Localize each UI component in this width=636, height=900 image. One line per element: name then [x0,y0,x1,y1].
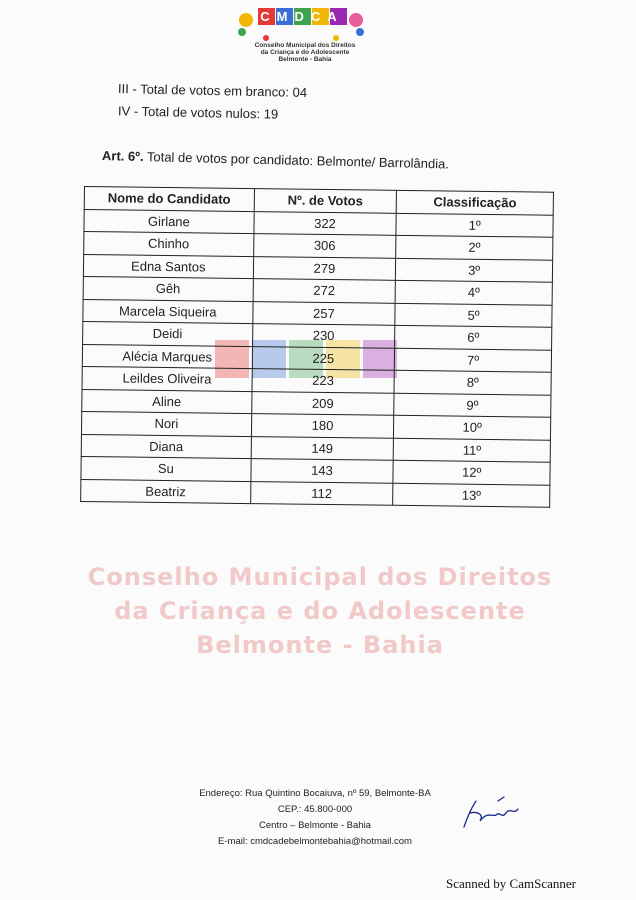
candidate-name: Aline [82,389,252,414]
scanner-watermark: Scanned by CamScanner [446,876,576,891]
candidate-name: Leildes Oliveira [82,366,252,391]
rank: 6º [395,325,552,349]
vote-count: 230 [252,324,395,348]
org-name [210,42,400,63]
vote-count: 306 [253,234,396,258]
rank: 10º [394,415,551,439]
blank-votes-line: III - Total de votos em branco: 04 [117,81,308,100]
rank: 5º [395,303,552,327]
candidate-name: Diana [81,434,251,459]
header-candidate-name: Nome do Candidato [84,187,254,212]
watermark-line: da Criança e do Adolescente [114,597,526,625]
vote-count: 225 [252,346,395,370]
header-classification: Classificação [396,190,553,214]
candidate-name: Chinho [84,232,254,257]
candidates-table [80,186,554,508]
logo-text: CMDCA [260,9,344,24]
candidate-name: Nori [81,411,251,436]
vote-count: 143 [251,459,394,483]
footer-cep: CEP.: 45.800-000 [277,804,353,815]
vote-count: 149 [251,436,394,460]
table-row [81,479,550,507]
null-votes-line: IV - Total de votos nulos: 19 [117,103,279,122]
signature-image [458,793,528,835]
candidate-name: Edna Santos [83,254,253,279]
cmdca-logo [236,2,366,42]
rank: 1º [396,213,553,237]
candidate-name: Deidi [83,321,253,346]
rank: 2º [396,235,553,259]
vote-count: 279 [253,256,396,280]
watermark-line: Belmonte - Bahia [196,631,444,659]
article-heading [102,148,449,171]
org-line: Belmonte - Bahia [278,56,332,63]
org-line: Conselho Municipal dos Direitos [254,42,356,49]
rank: 4º [395,280,552,304]
candidate-name: Girlane [84,209,254,234]
article-label: Art. 6º. [101,148,144,165]
rank: 11º [393,438,550,462]
rank: 13º [393,483,550,507]
footer-address: Endereço: Rua Quintino Bocaiuva, nº 59, Belmonte-BA [199,788,431,799]
vote-count: 112 [250,481,393,505]
candidate-name: Su [81,456,251,481]
rank: 8º [394,370,551,394]
watermark-line: Conselho Municipal dos Direitos [87,563,553,591]
vote-count: 223 [252,369,395,393]
vote-count: 209 [251,391,394,415]
article-text: Total de votos por candidato: Belmonte/ Barrolândia. [146,149,450,172]
org-line: da Criança e do Adolescente [260,49,350,56]
footer-district: Centro – Belmonte - Bahia [259,820,371,831]
rank: 9º [394,393,551,417]
rank: 3º [396,258,553,282]
footer-email: E-mail: cmdcadebelmontebahia@hotmail.com [218,836,412,847]
candidate-name: Gêh [83,276,253,301]
footer-address-block [170,786,460,850]
vote-count: 180 [251,414,394,438]
candidate-name: Alécia Marques [82,344,252,369]
vote-count: 272 [253,279,396,303]
candidate-name: Marcela Siqueira [83,299,253,324]
rank: 7º [395,348,552,372]
header-votes: Nº. de Votos [254,189,397,213]
vote-count: 322 [254,211,397,235]
vote-count: 257 [252,301,395,325]
rank: 12º [393,460,550,484]
candidate-name: Beatriz [81,479,251,504]
